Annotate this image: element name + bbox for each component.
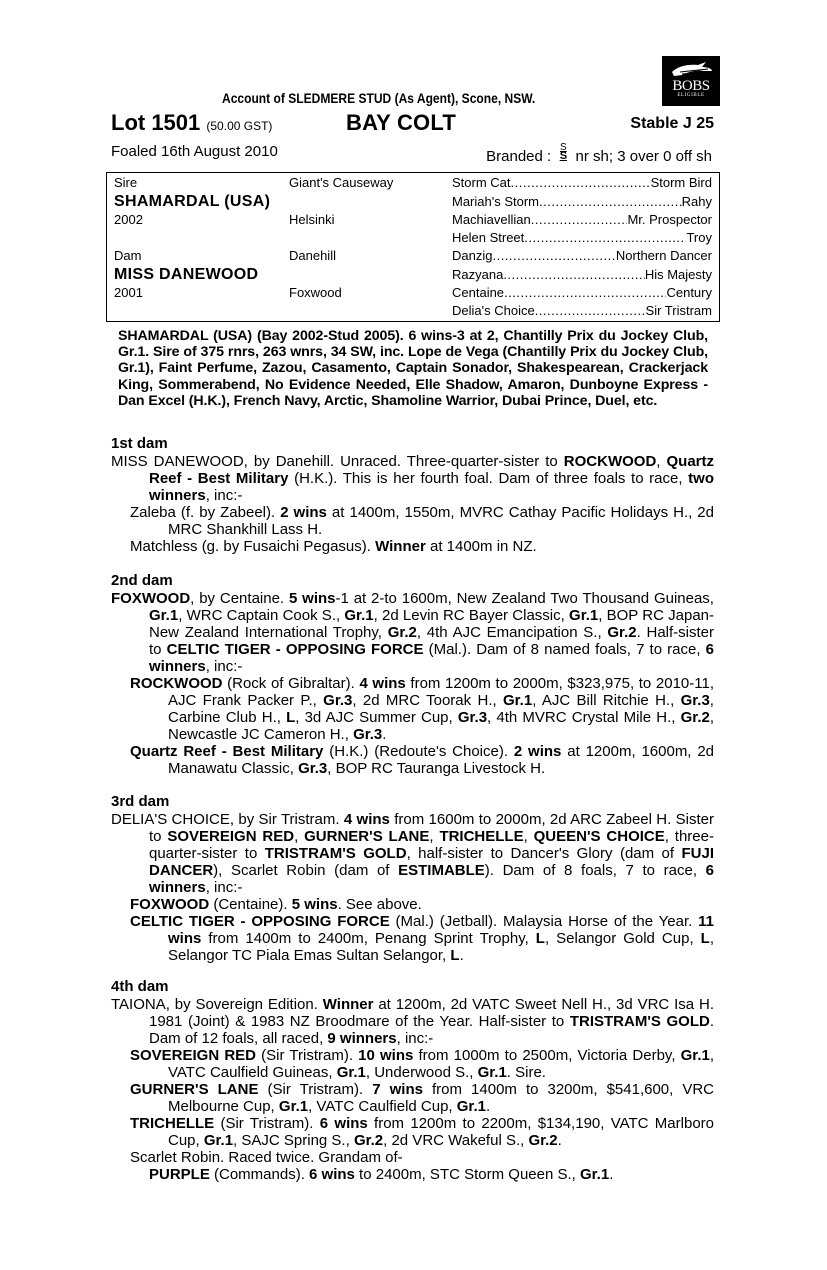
sire-label: Sire xyxy=(114,175,138,190)
brand-mark-icon: S S xyxy=(559,142,568,162)
grandparent-row: Delia's Choice ..... Sir Tristram xyxy=(452,302,712,321)
dam-name: MISS DANEWOOD xyxy=(114,266,259,283)
dam-description: MISS DANEWOOD, by Danehill. Unraced. Three-quarter-sister to ROCKWOOD, Quartz Reef - Best Military (H.K.). This is her fourth foal. Dam of three foals to race, two winners, inc:- xyxy=(111,453,714,504)
progeny-entry: Scarlet Robin. Raced twice. Grandam of- xyxy=(130,1149,403,1166)
horse-description: BAY COLT xyxy=(346,110,456,135)
branded-details: nr sh; 3 over 0 off sh xyxy=(575,148,712,165)
dam-heading: 3rd dam xyxy=(111,793,170,810)
branding-info xyxy=(486,143,712,165)
bobs-eligible-logo xyxy=(662,56,720,106)
logo-text: BOBS xyxy=(672,78,710,94)
pedigree-table xyxy=(106,172,720,322)
dam-label: Dam xyxy=(114,248,142,263)
dam-description: TAIONA, by Sovereign Edition. Winner at 1200m, 2d VATC Sweet Nell H., 3d VRC Isa H. 1981 (Joint) & 1983 NZ Broodmare of the Year. Half-sister to TRISTRAM'S GOLD. Dam of 12 foals, all raced, 9 winners, inc:- xyxy=(111,996,714,1047)
progeny-entry: FOXWOOD (Centaine). 5 wins. See above. xyxy=(130,896,422,913)
branded-label: Branded : xyxy=(486,148,552,165)
grandparent-row: Mariah's Storm ..... Rahy xyxy=(452,193,712,212)
grandparent-row: Helen Street ..... Troy xyxy=(452,229,712,248)
vendor-account: Account of SLEDMERE STUD (As Agent), Scone, NSW. xyxy=(222,90,536,106)
grandparent-row: Storm Cat ..... Storm Bird xyxy=(452,174,712,193)
lot-label: Lot 1501 xyxy=(111,110,201,135)
dam-heading: 4th dam xyxy=(111,978,169,995)
progeny-entry: CELTIC TIGER - OPPOSING FORCE (Mal.) (Jetball). Malaysia Horse of the Year. 11 wins from 1400m to 2400m, Penang Sprint Trophy, L, Selangor Gold Cup, L, Selangor TC Piala Emas Sultan Selangor, L. xyxy=(130,913,714,964)
progeny-entry: GURNER'S LANE (Sir Tristram). 7 wins from 1400m to 3200m, $541,600, VRC Melbourne Cup, Gr.1, VATC Caulfield Cup, Gr.1. xyxy=(130,1081,715,1115)
dam-year: 2001 xyxy=(114,285,143,300)
progeny-entry: SOVEREIGN RED (Sir Tristram). 10 wins from 1000m to 2500m, Victoria Derby, Gr.1, VATC Caulfield Guineas, Gr.1, Underwood S., Gr.1. Sire. xyxy=(130,1047,714,1081)
sire-summary: SHAMARDAL (USA) (Bay 2002-Stud 2005). 6 wins-3 at 2, Chantilly Prix du Jockey Club, Gr.1. Sire of 375 rnrs, 263 wnrs, 34 SW, inc. Lope de Vega (Chantilly Prix du Jockey Club, Gr.1), Faint Perfume, Zazou, Casamento, Captain Sonador, Shakespearean, Crackerjack King, Sommerabend, No Evidence Needed, Elle Shadow, Amaron, Dunboyne Express - Dan Excel (H.K.), French Navy, Arctic, Shamoline Warrior, Dubai Prince, Duel, etc. xyxy=(118,328,708,409)
progeny-entry: TRICHELLE (Sir Tristram). 6 wins from 1200m to 2200m, $134,190, VATC Marlboro Cup, Gr.1, SAJC Spring S., Gr.2, 2d VRC Wakeful S., Gr.2. xyxy=(130,1115,714,1149)
first-dam-section xyxy=(111,435,714,555)
sire-name: SHAMARDAL (USA) xyxy=(114,193,271,210)
logo-subtext: ELIGIBLE xyxy=(677,93,705,98)
fourth-dam-section xyxy=(111,978,714,1183)
foaled-date: Foaled 16th August 2010 xyxy=(111,143,278,160)
sire-sire: Giant's Causeway xyxy=(289,175,394,190)
progeny-entry: Zaleba (f. by Zabeel). 2 wins at 1400m, 1550m, MVRC Cathay Pacific Holidays H., 2d MRC Shankhill Lass H. xyxy=(130,504,714,538)
lot-header xyxy=(111,110,714,136)
progeny-entry: ROCKWOOD (Rock of Gibraltar). 4 wins from 1200m to 2000m, $323,975, to 2010-11, AJC Frank Packer P., Gr.3, 2d MRC Toorak H., Gr.1, AJC Bill Ritchie H., Gr.3, Carbine Club H., L, 3d AJC Summer Cup, Gr.3, 4th MVRC Crystal Mile H., Gr.2, Newcastle JC Cameron H., Gr.3. xyxy=(130,675,715,743)
dam-heading: 1st dam xyxy=(111,435,168,452)
dam-description: FOXWOOD, by Centaine. 5 wins-1 at 2-to 1600m, New Zealand Two Thousand Guineas, Gr.1, WRC Captain Cook S., Gr.1, 2d Levin RC Bayer Classic, Gr.1, BOP RC Japan-New Zealand International Trophy, Gr.2, 4th AJC Emancipation S., Gr.2. Half-sister to CELTIC TIGER - OPPOSING FORCE (Mal.). Dam of 8 named foals, 7 to race, 6 winners, inc:- xyxy=(111,590,715,675)
progeny-entry: PURPLE (Commands). 6 wins to 2400m, STC Storm Queen S., Gr.1. xyxy=(149,1166,614,1183)
grandparent-row: Centaine ..... Century xyxy=(452,284,712,303)
third-dam-section xyxy=(111,793,714,964)
stable-location: Stable J 25 xyxy=(630,115,714,132)
dam-sire: Danehill xyxy=(289,248,336,263)
second-dam-section xyxy=(111,572,714,777)
sire-dam: Helsinki xyxy=(289,212,335,227)
horse-head-icon xyxy=(668,60,714,78)
progeny-entry: Matchless (g. by Fusaichi Pegasus). Winner at 1400m in NZ. xyxy=(130,538,537,555)
lot-number xyxy=(111,110,272,136)
gst-amount: (50.00 GST) xyxy=(206,119,273,133)
dam-description: DELIA'S CHOICE, by Sir Tristram. 4 wins from 1600m to 2000m, 2d ARC Zabeel H. Sister to SOVEREIGN RED, GURNER'S LANE, TRICHELLE, QUEEN'S CHOICE, three-quarter-sister to TRISTRAM'S GOLD, half-sister to Dancer's Glory (dam of FUJI DANCER), Scarlet Robin (dam of ESTIMABLE). Dam of 8 foals, 7 to race, 6 winners, inc:- xyxy=(111,811,715,896)
grandparent-row: Danzig ..... Northern Dancer xyxy=(452,247,712,266)
dam-heading: 2nd dam xyxy=(111,572,173,589)
grandparent-row: Razyana ..... His Majesty xyxy=(452,266,712,285)
progeny-entry: Quartz Reef - Best Military (H.K.) (Redoute's Choice). 2 wins at 1200m, 1600m, 2d Manawatu Classic, Gr.3, BOP RC Tauranga Livestock H. xyxy=(130,743,715,777)
dam-dam: Foxwood xyxy=(289,285,342,300)
grandparent-row: Machiavellian ..... Mr. Prospector xyxy=(452,211,712,230)
sire-year: 2002 xyxy=(114,212,143,227)
